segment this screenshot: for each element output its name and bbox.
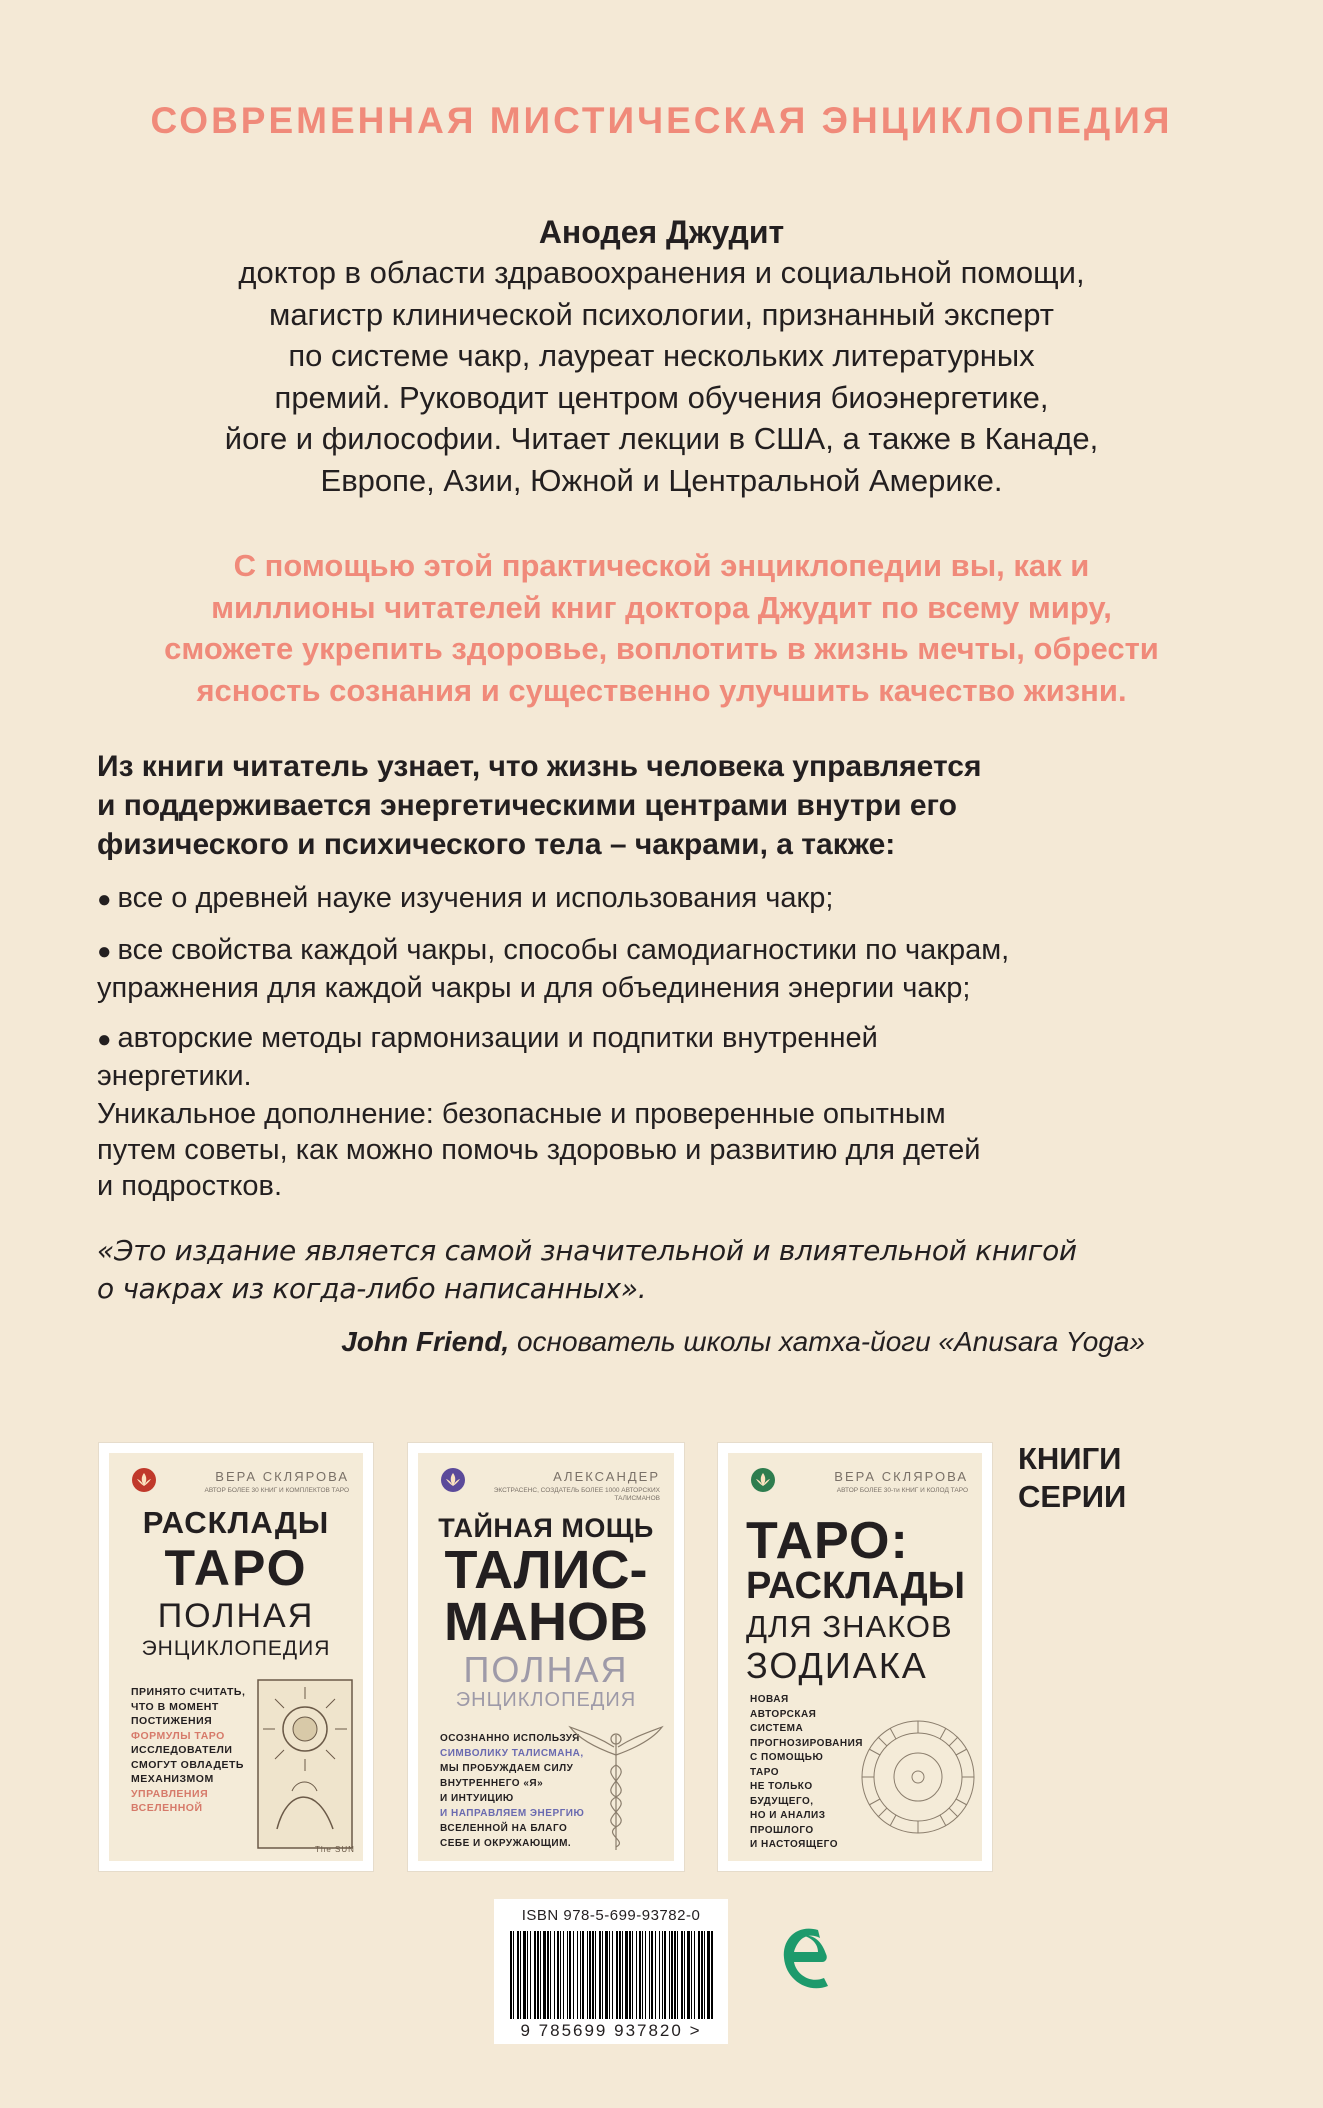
desc-line: ВНУТРЕННЕГО «Я» (440, 1778, 544, 1789)
series-label-line: КНИГИ (1018, 1441, 1122, 1476)
desc-line: С ПОМОЩЬЮ (750, 1752, 824, 1763)
barcode-bar (669, 1931, 670, 2019)
book-author-subtitle: АВТОР БОЛЕЕ 30-ти КНИГ И КОЛОД ТАРО (836, 1487, 968, 1494)
book-title-line: ДЛЯ ЗНАКОВ (746, 1609, 953, 1644)
book-title-line: ПОЛНАЯ (463, 1649, 629, 1690)
barcode-bar (642, 1931, 643, 2019)
book-title-line: МАНОВ (444, 1592, 648, 1652)
barcode-bar (645, 1931, 646, 2019)
barcode-bar (605, 1931, 608, 2019)
bullet-line: авторские методы гармонизации и подпитки внутренней (117, 1022, 878, 1054)
extra-paragraph (97, 1096, 1237, 1204)
barcode-bar (625, 1931, 628, 2019)
desc-line: И НАПРАВЛЯЕМ ЭНЕРГИЮ (440, 1808, 585, 1819)
desc-line: ТАРО (750, 1766, 780, 1778)
barcode-bar (609, 1931, 610, 2019)
isbn-text: ISBN 978-5-699-93782-0 (521, 1907, 701, 1924)
series-book-cover[interactable] (99, 1443, 373, 1871)
barcode-bar (698, 1931, 700, 2019)
intro-line: и поддерживается энергетическими центрами внутри его (97, 789, 957, 822)
book-description (131, 1685, 245, 1816)
book-title-line: ЗОДИАКА (746, 1645, 928, 1686)
book-author-subtitle: АВТОР БОЛЕЕ 30 КНИГ И КОМПЛЕКТОВ ТАРО (204, 1487, 349, 1494)
desc-line: ФОРМУЛЫ ТАРО (131, 1729, 225, 1742)
series-title: СОВРЕМЕННАЯ МИСТИЧЕСКАЯ ЭНЦИКЛОПЕДИЯ (150, 100, 1173, 141)
book-author: АЛЕКСАНДЕР (553, 1469, 660, 1484)
winged-caduceus-image (568, 1725, 664, 1855)
book-description (440, 1731, 584, 1851)
barcode-bar (582, 1931, 584, 2019)
barcode-bar (550, 1931, 551, 2019)
lotus-logo-icon (131, 1467, 157, 1493)
barcode-bar (711, 1931, 713, 2019)
barcode-bar (513, 1931, 514, 2019)
barcode-bar (701, 1931, 703, 2019)
tarot-card-label: The SUN (315, 1845, 355, 1854)
desc-line: ИССЛЕДОВАТЕЛИ (131, 1744, 233, 1756)
book-author-subtitle: ЭКСТРАСЕНС, СОЗДАТЕЛЬ БОЛЕЕ 1000 АВТОРСКИХ ТАЛИСМАНОВ (493, 1487, 660, 1502)
extra-line: Уникальное дополнение: безопасные и проверенные опытным (97, 1098, 946, 1130)
desc-line: ПРОГНОЗИРОВАНИЯ (750, 1737, 863, 1749)
barcode-bar (547, 1931, 549, 2019)
book-author: ВЕРА СКЛЯРОВА (834, 1469, 968, 1484)
intro-line: физического и психического тела – чакрами, а также: (97, 828, 896, 861)
barcode-bar (523, 1931, 526, 2019)
bio-line: йоге и философии. Читает лекции в США, а также в Канаде, (224, 421, 1099, 456)
book-title-line: ПОЛНАЯ (157, 1597, 315, 1635)
barcode-bar (520, 1931, 521, 2019)
barcode-bar (622, 1931, 623, 2019)
author-bio (80, 252, 1243, 501)
barcode-bar (612, 1931, 613, 2019)
intro-line: Из книги читатель узнает, что жизнь человека управляется (97, 750, 982, 783)
desc-line: И ИНТУИЦИЮ (440, 1793, 514, 1804)
author-name: Анодея Джудит (538, 214, 785, 250)
book-title-line: РАСКЛАДЫ (142, 1505, 330, 1540)
bullet-item (97, 1020, 1237, 1094)
desc-line: УПРАВЛЕНИЯ (131, 1787, 209, 1800)
series-books-label (1018, 1440, 1126, 1516)
desc-line: ВСЕЛЕННОЙ (131, 1802, 203, 1814)
quote-attribution (97, 1326, 1145, 1358)
barcode-bar (674, 1931, 676, 2019)
barcode-bar (659, 1931, 660, 2019)
bullet-line: все свойства каждой чакры, способы самодиагностики по чакрам, (117, 934, 1010, 966)
barcode-bar (677, 1931, 678, 2019)
desc-line: ОСОЗНАННО ИСПОЛЬЗУЯ (440, 1733, 580, 1744)
book-title-line: РАСКЛАДЫ (746, 1565, 965, 1607)
barcode-bar (639, 1931, 641, 2019)
barcode-bar (554, 1931, 555, 2019)
barcode-bar (540, 1931, 541, 2019)
barcode-bar (580, 1931, 581, 2019)
barcode-bar (595, 1931, 596, 2019)
barcode-bar (557, 1931, 559, 2019)
book-author: ВЕРА СКЛЯРОВА (215, 1469, 349, 1484)
series-book-cover[interactable] (718, 1443, 992, 1871)
barcode-bar (543, 1931, 546, 2019)
desc-line: МЫ ПРОБУЖДАЕМ СИЛУ (440, 1763, 574, 1774)
barcode-bar (671, 1931, 673, 2019)
barcode-bar (691, 1931, 692, 2019)
barcode-bar (563, 1931, 564, 2019)
attribution-name: John Friend, (341, 1326, 510, 1357)
bio-line: магистр клинической психологии, признанный эксперт (269, 296, 1054, 332)
bio-line: премий. Руководит центром обучения биоэнергетике, (274, 379, 1049, 415)
desc-line: И НАСТОЯЩЕГО (750, 1839, 839, 1850)
barcode-bar (664, 1931, 666, 2019)
lotus-logo-icon (750, 1467, 776, 1493)
barcode-bar (632, 1931, 633, 2019)
bullet-item (97, 932, 1237, 1006)
barcode-bar (510, 1931, 512, 2019)
barcode-bar (560, 1931, 561, 2019)
author-block (80, 212, 1243, 501)
barcode-bar (704, 1931, 705, 2019)
barcode-bar (694, 1931, 695, 2019)
bullet-dot-icon: ● (97, 1026, 112, 1053)
barcode-bar (662, 1931, 663, 2019)
barcode-bar (707, 1931, 710, 2019)
promo-line: С помощью этой практической энциклопедии вы, как и (233, 548, 1090, 583)
barcode-bar (681, 1931, 683, 2019)
desc-line: ЧТО В МОМЕНТ (131, 1700, 219, 1713)
barcode-bar (530, 1931, 531, 2019)
bullet-dot-icon: ● (97, 938, 112, 965)
bio-line: доктор в области здравоохранения и социальной помощи, (238, 255, 1085, 290)
barcode-bar (602, 1931, 603, 2019)
extra-line: путем советы, как можно помочь здоровью и развитию для детей (97, 1134, 981, 1166)
barcode-bar (534, 1931, 536, 2019)
bullet-item (97, 880, 1237, 918)
tarot-sun-card-image (257, 1679, 353, 1849)
barcode-bar (517, 1931, 519, 2019)
promo-line: миллионы читателей книг доктора Джудит по всему миру, (211, 589, 1112, 625)
bio-line: Европе, Азии, Южной и Центральной Америке. (320, 462, 1003, 498)
barcode-bar (569, 1931, 571, 2019)
barcode-bar (599, 1931, 601, 2019)
lotus-logo-icon (440, 1467, 466, 1493)
bullet-line: энергетики. (97, 1060, 252, 1092)
desc-line: ВСЕЛЕННОЙ НА БЛАГО (440, 1823, 568, 1834)
desc-line: МЕХАНИЗМОМ (131, 1773, 214, 1785)
barcode-bar (629, 1931, 631, 2019)
intro-paragraph (97, 747, 1237, 864)
bullet-line: все о древней науке изучения и использования чакр; (117, 882, 834, 914)
desc-line: ПРОШЛОГО (750, 1824, 814, 1836)
bullet-line: упражнения для каждой чакры и для объединения энергии чакр; (97, 972, 971, 1004)
desc-line: СИСТЕМА (750, 1723, 804, 1734)
book-title-line: ЭНЦИКЛОПЕДИЯ (141, 1637, 331, 1660)
desc-line: СИМВОЛИКУ ТАЛИСМАНА, (440, 1748, 584, 1759)
barcode-bar (649, 1931, 650, 2019)
barcode-bar (527, 1931, 528, 2019)
barcode-bar (655, 1931, 656, 2019)
book-title-line: ТАРО: (746, 1512, 909, 1570)
bullet-dot-icon: ● (97, 886, 112, 913)
barcode-bars (508, 1931, 714, 2019)
series-book-cover[interactable] (408, 1443, 684, 1871)
book-title-line: ЭНЦИКЛОПЕДИЯ (455, 1689, 637, 1711)
promo-line: ясность сознания и существенно улучшить качество жизни. (196, 672, 1127, 708)
barcode-bar (616, 1931, 618, 2019)
barcode-bar (592, 1931, 594, 2019)
book-title-line: ТАЛИС- (444, 1540, 648, 1600)
desc-line: БУДУЩЕГО, (750, 1795, 814, 1807)
series-label-line: СЕРИИ (1018, 1479, 1127, 1514)
book-title-line: ТАРО (164, 1540, 308, 1596)
zodiac-wheel-image (858, 1717, 978, 1837)
attribution-role: основатель школы хатха-йоги «Anusara Yoga» (516, 1326, 1145, 1357)
barcode-bar (537, 1931, 539, 2019)
extra-line: и подростков. (97, 1170, 283, 1202)
quote-line: «Это издание является самой значительной и влиятельной книгой (97, 1234, 1077, 1267)
quote-line: о чакрах из когда-либо написанных». (97, 1272, 647, 1305)
barcode-bar (567, 1931, 568, 2019)
desc-line: НОВАЯ (750, 1694, 789, 1705)
barcode-number: 9 785699 937820 > (520, 2021, 702, 2040)
barcode-bar (619, 1931, 621, 2019)
barcode-bar (636, 1931, 637, 2019)
book-description (750, 1693, 863, 1853)
book-title-line: ТАЙНАЯ МОЩЬ (438, 1513, 654, 1543)
promo-line: сможете укрепить здоровье, воплотить в жизнь мечты, обрести (164, 631, 1159, 666)
desc-line: АВТОРСКАЯ (750, 1708, 817, 1720)
barcode-bar (573, 1931, 574, 2019)
main-description (97, 747, 1237, 1204)
desc-line: НЕ ТОЛЬКО (750, 1781, 813, 1792)
barcode-bar (687, 1931, 690, 2019)
desc-line: ПРИНЯТО СЧИТАТЬ, (131, 1686, 246, 1698)
desc-line: СЕБЕ И ОКРУЖАЮЩИМ. (440, 1838, 572, 1849)
eksmo-logo-icon (778, 1920, 834, 2000)
barcode-bar (651, 1931, 653, 2019)
barcode-bar (587, 1931, 588, 2019)
isbn-barcode (494, 1899, 728, 2044)
bio-line: по системе чакр, лауреат нескольких литературных (288, 338, 1035, 373)
barcode-bar (684, 1931, 685, 2019)
desc-line: НО И АНАЛИЗ (750, 1810, 826, 1821)
review-quote (97, 1232, 1237, 1308)
barcode-bar (577, 1931, 578, 2019)
barcode-bar (589, 1931, 591, 2019)
desc-line: СМОГУТ ОВЛАДЕТЬ (131, 1758, 244, 1771)
promo-text (80, 545, 1243, 711)
desc-line: ПОСТИЖЕНИЯ (131, 1715, 213, 1727)
